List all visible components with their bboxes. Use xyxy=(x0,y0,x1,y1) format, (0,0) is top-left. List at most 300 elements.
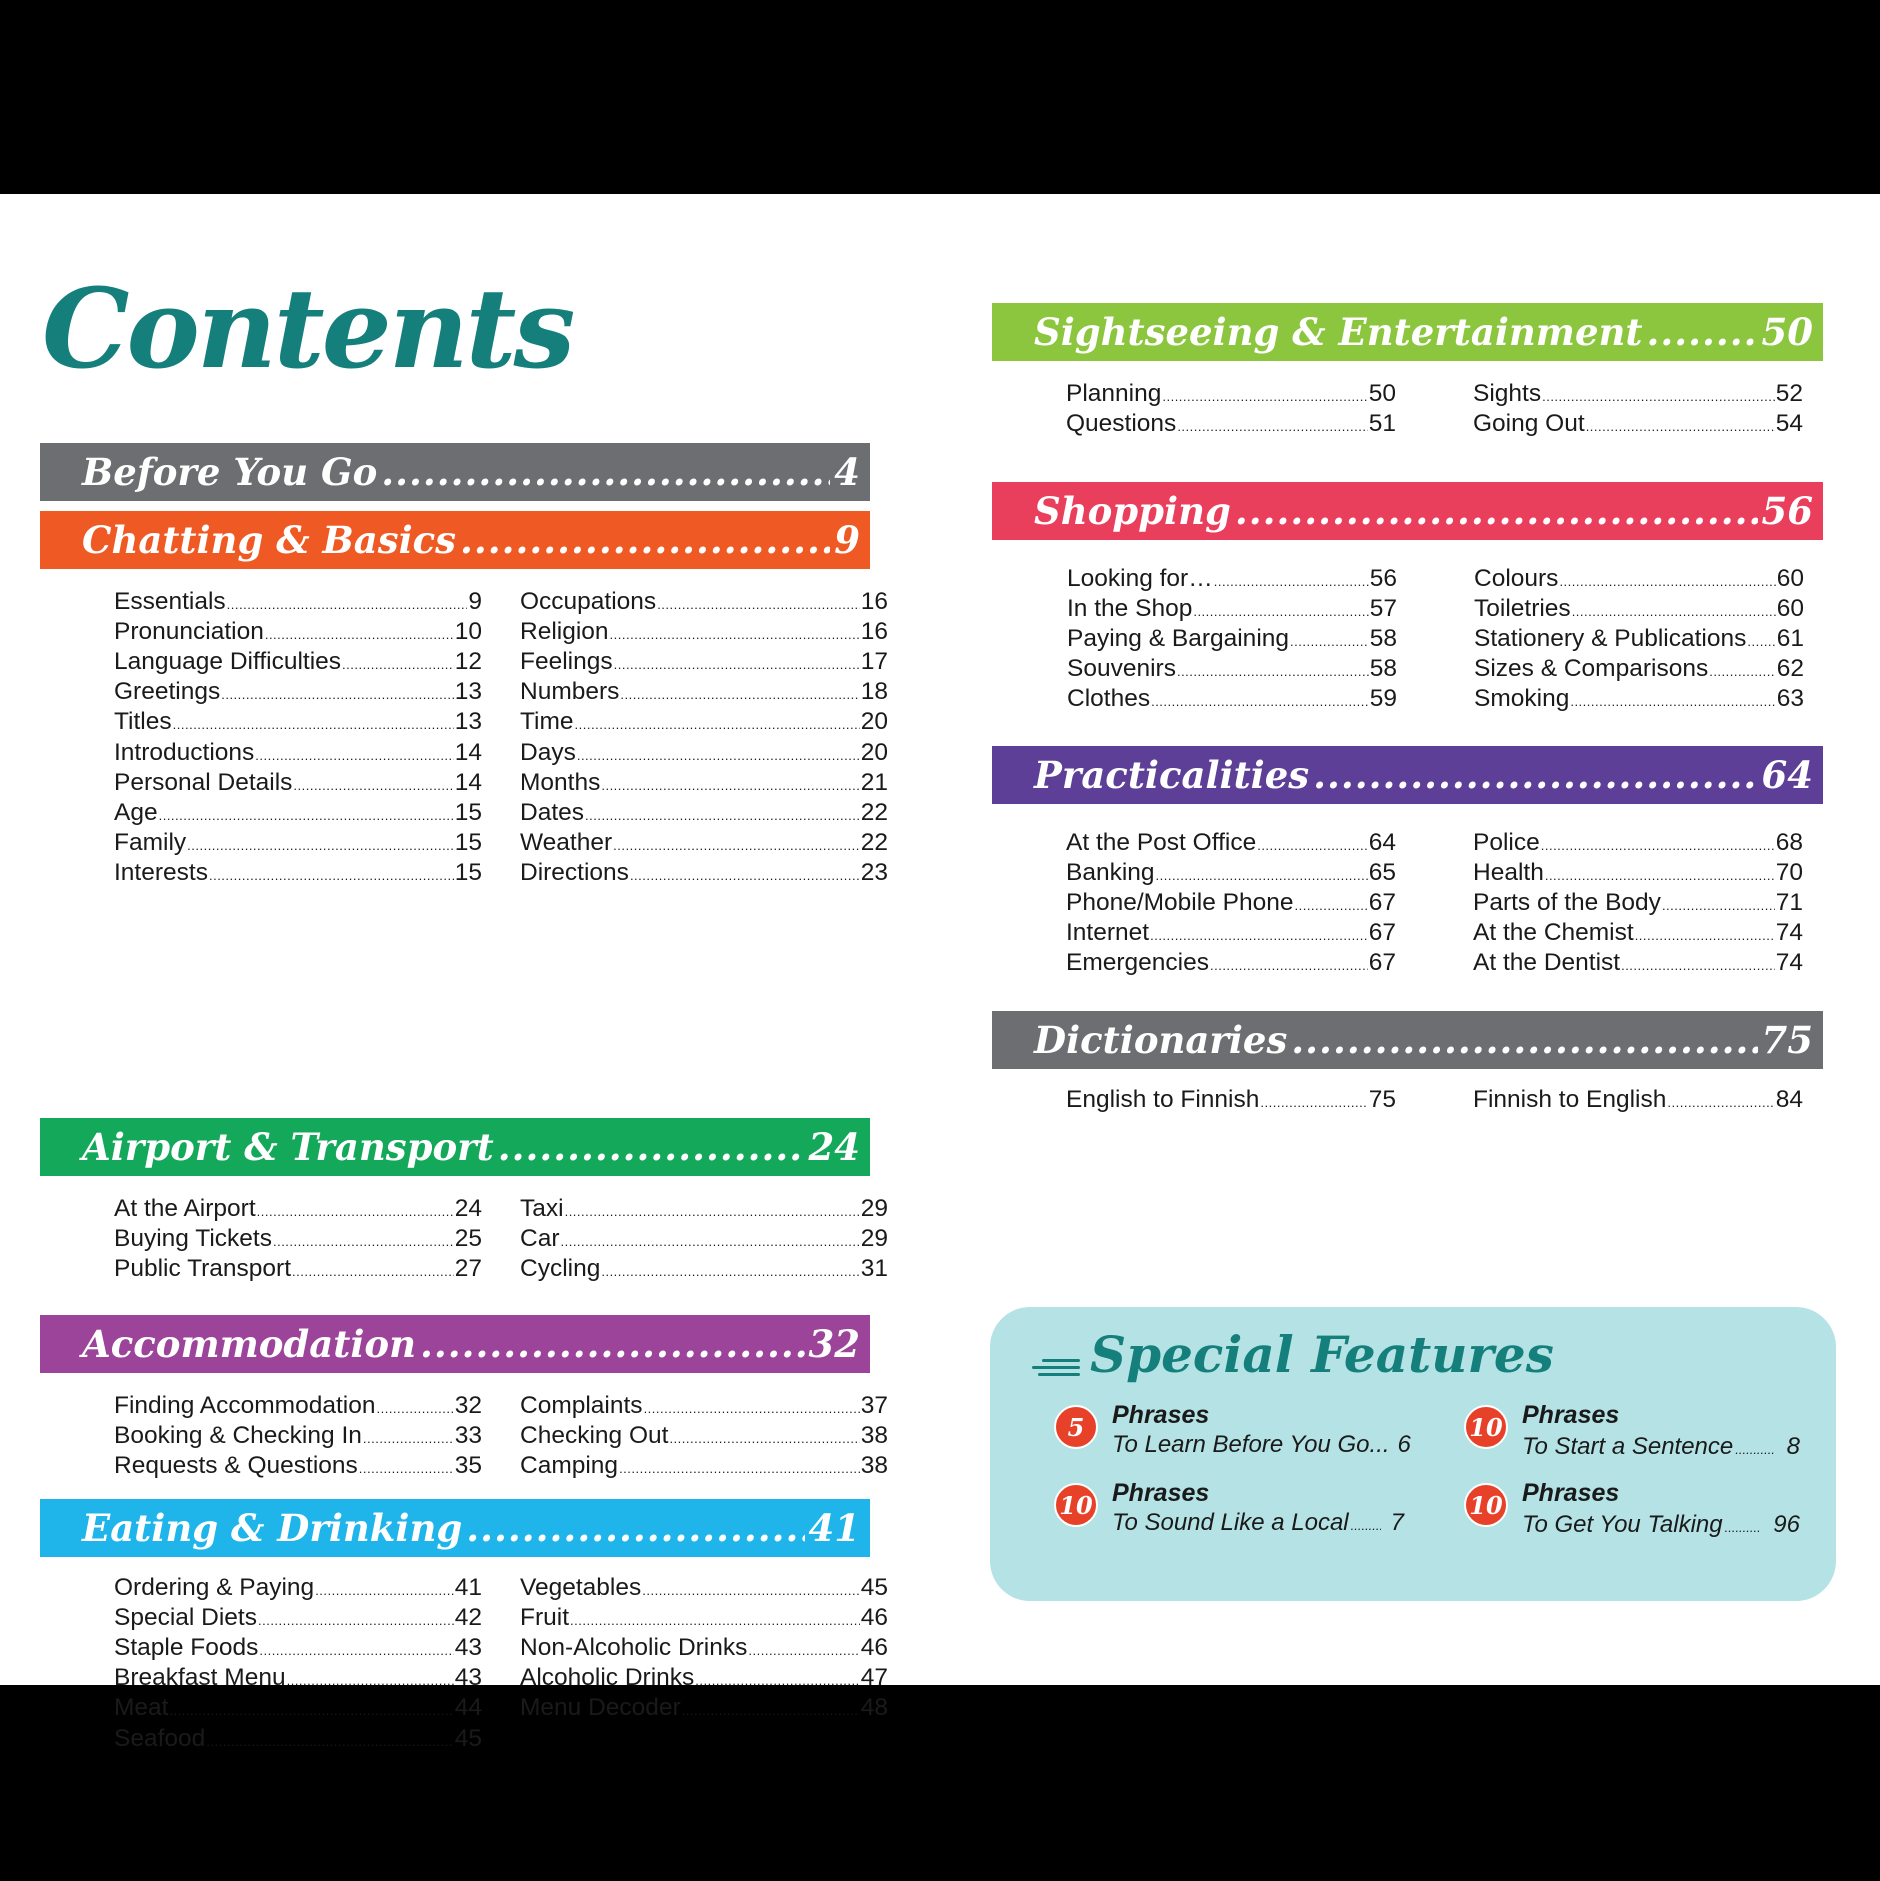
feature-item[interactable] xyxy=(1464,1479,1800,1553)
section-entries xyxy=(40,569,888,888)
leader-dots xyxy=(642,1576,859,1606)
toc-entry[interactable] xyxy=(1067,684,1397,714)
leader-dots xyxy=(169,1696,453,1726)
entry-label: Complaints xyxy=(520,1392,643,1419)
toc-entry[interactable] xyxy=(520,1421,888,1451)
entry-label: Religion xyxy=(520,618,609,646)
toc-entry[interactable] xyxy=(114,1724,482,1754)
entry-page: 25 xyxy=(454,1225,482,1253)
leader-dots xyxy=(293,771,453,801)
entry-label: At the Airport xyxy=(114,1195,256,1222)
special-features-panel xyxy=(990,1307,1836,1601)
entry-label: Colours xyxy=(1474,565,1559,592)
leader-dots xyxy=(376,1394,453,1424)
section-page: 4 xyxy=(834,450,860,494)
entry-label: Meat xyxy=(114,1694,169,1722)
leader-dots xyxy=(1542,382,1775,412)
toc-entry[interactable] xyxy=(114,798,482,828)
feature-item[interactable] xyxy=(1054,1479,1404,1553)
toc-entry[interactable] xyxy=(1473,828,1803,858)
leader-dots xyxy=(1572,597,1776,627)
toc-entry[interactable] xyxy=(520,738,888,768)
entry-page: 9 xyxy=(468,588,482,615)
entry-label: Special Diets xyxy=(114,1604,257,1632)
feature-heading: Phrases xyxy=(1112,1479,1210,1507)
entry-page: 15 xyxy=(454,858,482,886)
entry-page: 20 xyxy=(860,738,888,766)
toc-entry[interactable] xyxy=(114,1451,482,1481)
section-title: Eating & Drinking xyxy=(82,1506,463,1550)
toc-entry[interactable] xyxy=(1473,918,1803,948)
feature-subline xyxy=(1522,1433,1800,1461)
entry-page: 59 xyxy=(1369,685,1397,713)
leader-dots xyxy=(1621,951,1775,981)
entry-page: 56 xyxy=(1369,565,1397,592)
section-entries xyxy=(992,361,1823,439)
entry-page: 67 xyxy=(1368,889,1396,917)
entry-label: Seafood xyxy=(114,1724,206,1752)
entry-label: Requests & Questions xyxy=(114,1452,358,1480)
entry-page: 16 xyxy=(860,588,888,615)
leader-dots xyxy=(1294,891,1367,921)
entry-label: Checking Out xyxy=(520,1422,669,1450)
entry-page: 58 xyxy=(1369,655,1397,683)
feature-subline xyxy=(1112,1509,1404,1537)
toc-entry[interactable] xyxy=(520,677,888,707)
toc-entry[interactable] xyxy=(1067,654,1397,684)
leader-dots xyxy=(265,620,454,650)
entry-page: 10 xyxy=(454,618,482,646)
entry-label: Weather xyxy=(520,828,613,856)
entry-page: 15 xyxy=(454,798,482,826)
toc-entry[interactable] xyxy=(114,738,482,768)
section-shopping xyxy=(992,482,1823,715)
entry-label: Fruit xyxy=(520,1604,569,1632)
toc-entry[interactable] xyxy=(114,1663,482,1693)
toc-entry[interactable] xyxy=(114,1693,482,1723)
toc-entry[interactable] xyxy=(520,828,888,858)
entry-label: Taxi xyxy=(520,1195,564,1222)
toc-entry[interactable] xyxy=(520,1693,888,1723)
entry-page: 13 xyxy=(454,678,482,706)
leader-dots xyxy=(381,450,830,494)
section-accommodation xyxy=(40,1315,888,1481)
toc-entry[interactable] xyxy=(520,707,888,737)
entry-page: 18 xyxy=(860,678,888,706)
toc-entry[interactable] xyxy=(520,858,888,888)
entry-label: Emergencies xyxy=(1066,949,1209,977)
feature-heading: Phrases xyxy=(1522,1401,1620,1429)
entry-label: Questions xyxy=(1066,410,1177,438)
entry-label: At the Post Office xyxy=(1066,829,1257,856)
leader-dots xyxy=(1541,831,1775,861)
leader-dots xyxy=(560,1227,859,1257)
toc-entry[interactable] xyxy=(114,1603,482,1633)
leader-dots xyxy=(748,1636,859,1666)
entry-label: Breakfast Menu xyxy=(114,1664,286,1692)
entry-label: Car xyxy=(520,1225,560,1253)
entry-page: 38 xyxy=(860,1422,888,1450)
entry-page: 29 xyxy=(860,1225,888,1253)
toc-entry[interactable] xyxy=(520,798,888,828)
leader-dots xyxy=(255,741,453,771)
entry-label: Days xyxy=(520,738,576,766)
toc-entry[interactable] xyxy=(520,587,888,617)
leader-dots xyxy=(1235,489,1758,533)
toc-entry[interactable] xyxy=(1066,379,1396,409)
special-features-title: Special Features xyxy=(1090,1325,1554,1384)
entry-page: 33 xyxy=(454,1422,482,1450)
leader-dots xyxy=(1545,861,1775,891)
entry-page: 22 xyxy=(860,798,888,826)
entry-page: 67 xyxy=(1368,949,1396,977)
leader-dots xyxy=(1156,861,1368,891)
leader-dots xyxy=(1646,310,1757,354)
entry-label: Introductions xyxy=(114,738,255,766)
entry-label: Directions xyxy=(520,858,629,886)
entry-page: 31 xyxy=(860,1255,888,1283)
toc-entry[interactable] xyxy=(114,1391,482,1421)
feature-item[interactable] xyxy=(1464,1401,1800,1475)
leader-dots xyxy=(258,1606,454,1636)
section-title: Accommodation xyxy=(82,1322,416,1366)
number-badge: 10 xyxy=(1464,1405,1508,1449)
leader-dots xyxy=(1662,891,1775,921)
entry-page: 48 xyxy=(860,1694,888,1722)
section-header[interactable] xyxy=(40,1315,870,1373)
toc-entry[interactable] xyxy=(1474,594,1804,624)
leader-dots xyxy=(257,1197,454,1227)
entry-label: Family xyxy=(114,828,187,856)
entry-page: 14 xyxy=(454,768,482,796)
section-title: Sightseeing & Entertainment xyxy=(1034,310,1643,354)
toc-entry[interactable] xyxy=(1473,1085,1803,1115)
toc-entry[interactable] xyxy=(520,1391,888,1421)
entry-page: 71 xyxy=(1775,889,1803,917)
section-page: 75 xyxy=(1761,1018,1813,1062)
leader-dots xyxy=(466,1506,804,1550)
entry-page: 74 xyxy=(1775,949,1803,977)
entry-page: 57 xyxy=(1369,595,1397,623)
entry-label: Ordering & Paying xyxy=(114,1574,315,1601)
entry-page: 64 xyxy=(1368,829,1396,856)
feature-page: 8 xyxy=(1786,1433,1800,1460)
entry-page: 52 xyxy=(1775,380,1803,407)
feature-item[interactable] xyxy=(1054,1401,1411,1475)
entry-page: 32 xyxy=(454,1392,482,1419)
entry-page: 29 xyxy=(860,1195,888,1222)
entry-label: Interests xyxy=(114,858,208,886)
entry-label: Staple Foods xyxy=(114,1634,259,1662)
entry-label: Cycling xyxy=(520,1255,601,1283)
entry-label: At the Dentist xyxy=(1473,949,1621,977)
leader-dots xyxy=(209,861,454,891)
leader-dots xyxy=(610,620,860,650)
leader-dots xyxy=(1559,567,1775,597)
entry-page: 21 xyxy=(860,768,888,796)
toc-entry[interactable] xyxy=(114,707,482,737)
toc-entry[interactable] xyxy=(520,617,888,647)
entry-page: 67 xyxy=(1368,919,1396,947)
leader-dots xyxy=(1177,657,1369,687)
leader-dots xyxy=(1291,1018,1757,1062)
leader-dots xyxy=(273,1227,454,1257)
leader-dots xyxy=(601,771,859,801)
leader-dots xyxy=(292,1257,454,1287)
toc-entry[interactable] xyxy=(1474,684,1804,714)
leader-dots xyxy=(1151,687,1369,717)
toc-entry[interactable] xyxy=(114,828,482,858)
leader-dots xyxy=(1193,597,1368,627)
leader-dots xyxy=(1586,412,1775,442)
section-entries xyxy=(40,1373,888,1481)
toc-entry[interactable] xyxy=(1473,379,1803,409)
entry-label: Time xyxy=(520,708,574,736)
leader-dots xyxy=(1570,687,1775,717)
leader-dots xyxy=(363,1424,454,1454)
entry-label: Public Transport xyxy=(114,1255,292,1283)
toc-entry[interactable] xyxy=(520,768,888,798)
entry-page: 45 xyxy=(860,1574,888,1601)
leader-dots xyxy=(1667,1088,1774,1118)
entry-page: 35 xyxy=(454,1452,482,1480)
toc-entry[interactable] xyxy=(1067,594,1397,624)
toc-entry[interactable] xyxy=(114,858,482,888)
toc-entry[interactable] xyxy=(520,1633,888,1663)
entry-label: Buying Tickets xyxy=(114,1225,272,1253)
feature-page: 6 xyxy=(1397,1431,1411,1458)
entry-label: Finnish to English xyxy=(1473,1086,1667,1113)
entry-label: Occupations xyxy=(520,588,657,615)
leader-dots xyxy=(1260,1088,1367,1118)
entry-label: Alcoholic Drinks xyxy=(520,1664,695,1692)
entry-page: 12 xyxy=(454,648,482,676)
entry-page: 20 xyxy=(860,708,888,736)
toc-entry[interactable] xyxy=(114,768,482,798)
toc-entry[interactable] xyxy=(520,1603,888,1633)
leader-dots xyxy=(570,1606,860,1636)
entry-page: 13 xyxy=(454,708,482,736)
entry-label: Numbers xyxy=(520,678,620,706)
leader-dots xyxy=(1210,951,1368,981)
section-header[interactable] xyxy=(40,1118,870,1176)
entry-page: 60 xyxy=(1776,565,1804,592)
entry-label: Finding Accommodation xyxy=(114,1392,376,1419)
entry-page: 63 xyxy=(1776,685,1804,713)
leader-dots xyxy=(1351,1518,1381,1533)
toc-entry[interactable] xyxy=(1473,409,1803,439)
toc-entry[interactable] xyxy=(1066,409,1396,439)
section-sightseeing-entertainment xyxy=(992,303,1823,439)
entry-label: Paying & Bargaining xyxy=(1067,625,1290,653)
entry-page: 51 xyxy=(1368,410,1396,438)
toc-entry[interactable] xyxy=(1067,624,1397,654)
entry-label: Booking & Checking In xyxy=(114,1422,362,1450)
entry-page: 43 xyxy=(454,1634,482,1662)
leader-dots xyxy=(259,1636,453,1666)
leader-dots xyxy=(620,680,859,710)
page-title: Contents xyxy=(42,264,573,393)
entry-label: Going Out xyxy=(1473,410,1585,438)
toc-entry[interactable] xyxy=(114,1633,482,1663)
leader-dots xyxy=(644,1394,860,1424)
entry-label: Essentials xyxy=(114,588,226,615)
toc-entry[interactable] xyxy=(1474,564,1804,594)
entry-page: 42 xyxy=(454,1604,482,1632)
feature-subtitle: To Get You Talking xyxy=(1522,1511,1723,1538)
entry-page: 16 xyxy=(860,618,888,646)
entry-label: Greetings xyxy=(114,678,221,706)
feature-subtitle: To Sound Like a Local xyxy=(1112,1509,1349,1536)
entry-page: 70 xyxy=(1775,859,1803,887)
toc-entry[interactable] xyxy=(114,1224,482,1254)
section-page: 56 xyxy=(1761,489,1813,533)
toc-entry[interactable] xyxy=(1066,858,1396,888)
section-page: 64 xyxy=(1761,753,1813,797)
leader-dots xyxy=(614,650,860,680)
entry-label: Age xyxy=(114,798,158,826)
entry-page: 54 xyxy=(1775,410,1803,438)
leader-dots xyxy=(420,1322,805,1366)
entry-page: 65 xyxy=(1368,859,1396,887)
leader-dots xyxy=(1313,753,1757,797)
section-header[interactable] xyxy=(992,303,1823,361)
section-header[interactable] xyxy=(40,511,870,569)
section-entries xyxy=(40,1176,888,1284)
leader-dots xyxy=(577,741,860,771)
toc-entry[interactable] xyxy=(1474,624,1804,654)
toc-entry[interactable] xyxy=(520,1573,888,1603)
leader-dots xyxy=(565,1197,860,1227)
toc-entry[interactable] xyxy=(520,647,888,677)
toc-entry[interactable] xyxy=(114,587,482,617)
toc-entry[interactable] xyxy=(114,1254,482,1284)
entry-page: 58 xyxy=(1369,625,1397,653)
entry-label: Clothes xyxy=(1067,685,1151,713)
leader-dots xyxy=(695,1666,859,1696)
leader-dots xyxy=(682,1696,860,1726)
leader-dots xyxy=(287,1666,454,1696)
entry-label: Banking xyxy=(1066,859,1155,887)
entry-label: Non-Alcoholic Drinks xyxy=(520,1634,748,1662)
entry-page: 46 xyxy=(860,1604,888,1632)
toc-entry[interactable] xyxy=(114,1194,482,1224)
entry-label: In the Shop xyxy=(1067,595,1193,623)
entry-label: At the Chemist xyxy=(1473,919,1634,947)
section-title: Before You Go xyxy=(82,450,378,494)
number-badge: 10 xyxy=(1054,1483,1098,1527)
entry-page: 17 xyxy=(860,648,888,676)
leader-dots xyxy=(657,590,860,620)
toc-entry[interactable] xyxy=(1473,948,1803,978)
leader-dots xyxy=(1150,921,1368,951)
toc-entry[interactable] xyxy=(520,1254,888,1284)
leader-dots xyxy=(206,1727,453,1757)
entry-label: Months xyxy=(520,768,601,796)
toc-entry[interactable] xyxy=(114,1573,482,1603)
toc-entry[interactable] xyxy=(114,647,482,677)
section-entries xyxy=(992,804,1823,979)
toc-entry[interactable] xyxy=(1473,858,1803,888)
entry-label: Stationery & Publications xyxy=(1474,625,1747,653)
leader-dots xyxy=(1214,567,1369,597)
leader-dots xyxy=(585,801,860,831)
toc-entry[interactable] xyxy=(1066,1085,1396,1115)
leader-dots xyxy=(159,801,454,831)
toc-entry[interactable] xyxy=(1066,888,1396,918)
entry-label: Parts of the Body xyxy=(1473,889,1661,917)
entry-page: 38 xyxy=(860,1452,888,1480)
toc-entry[interactable] xyxy=(1066,828,1396,858)
section-header[interactable] xyxy=(992,746,1823,804)
entry-page: 74 xyxy=(1775,919,1803,947)
entry-page: 60 xyxy=(1776,595,1804,623)
section-entries xyxy=(992,540,1823,715)
leader-dots xyxy=(630,861,860,891)
leader-dots xyxy=(1725,1520,1762,1535)
toc-entry[interactable] xyxy=(114,1421,482,1451)
toc-entry[interactable] xyxy=(114,617,482,647)
entry-page: 46 xyxy=(860,1634,888,1662)
toc-entry[interactable] xyxy=(520,1663,888,1693)
entry-page: 68 xyxy=(1775,829,1803,856)
toc-entry[interactable] xyxy=(1473,888,1803,918)
entry-label: Toiletries xyxy=(1474,595,1571,623)
toc-entry[interactable] xyxy=(520,1224,888,1254)
leader-dots xyxy=(173,710,454,740)
feature-subline xyxy=(1522,1511,1800,1539)
section-header[interactable] xyxy=(40,443,870,501)
entry-page: 24 xyxy=(454,1195,482,1222)
section-chatting-basics xyxy=(40,511,888,888)
entry-page: 84 xyxy=(1775,1086,1803,1113)
entry-label: Internet xyxy=(1066,919,1150,947)
section-header[interactable] xyxy=(992,1011,1823,1069)
toc-entry[interactable] xyxy=(520,1451,888,1481)
entry-page: 45 xyxy=(454,1724,482,1752)
entry-label: Health xyxy=(1473,859,1544,887)
feature-heading: Phrases xyxy=(1522,1479,1620,1507)
number-badge: 5 xyxy=(1054,1405,1098,1449)
entry-page: 14 xyxy=(454,738,482,766)
leader-dots xyxy=(1177,412,1367,442)
leader-dots xyxy=(460,518,830,562)
leader-dots xyxy=(1257,831,1368,861)
leader-dots xyxy=(498,1125,805,1169)
toc-entry[interactable] xyxy=(520,1194,888,1224)
entry-page: 27 xyxy=(454,1255,482,1283)
toc-entry[interactable] xyxy=(1067,564,1397,594)
entry-page: 61 xyxy=(1776,625,1804,653)
leader-dots xyxy=(221,680,454,710)
leader-dots xyxy=(613,831,860,861)
feature-subline xyxy=(1112,1431,1411,1459)
section-header[interactable] xyxy=(40,1499,870,1557)
toc-entry[interactable] xyxy=(1066,948,1396,978)
entry-label: Souvenirs xyxy=(1067,655,1176,683)
speed-lines-icon xyxy=(1032,1359,1082,1383)
entry-label: Feelings xyxy=(520,648,613,676)
toc-entry[interactable] xyxy=(1066,918,1396,948)
entry-page: 75 xyxy=(1368,1086,1396,1113)
toc-entry[interactable] xyxy=(1474,654,1804,684)
entry-page: 62 xyxy=(1776,655,1804,683)
section-title: Airport & Transport xyxy=(82,1125,494,1169)
entry-page: 50 xyxy=(1368,380,1396,407)
section-title: Chatting & Basics xyxy=(82,518,456,562)
section-header[interactable] xyxy=(992,482,1823,540)
toc-entry[interactable] xyxy=(114,677,482,707)
